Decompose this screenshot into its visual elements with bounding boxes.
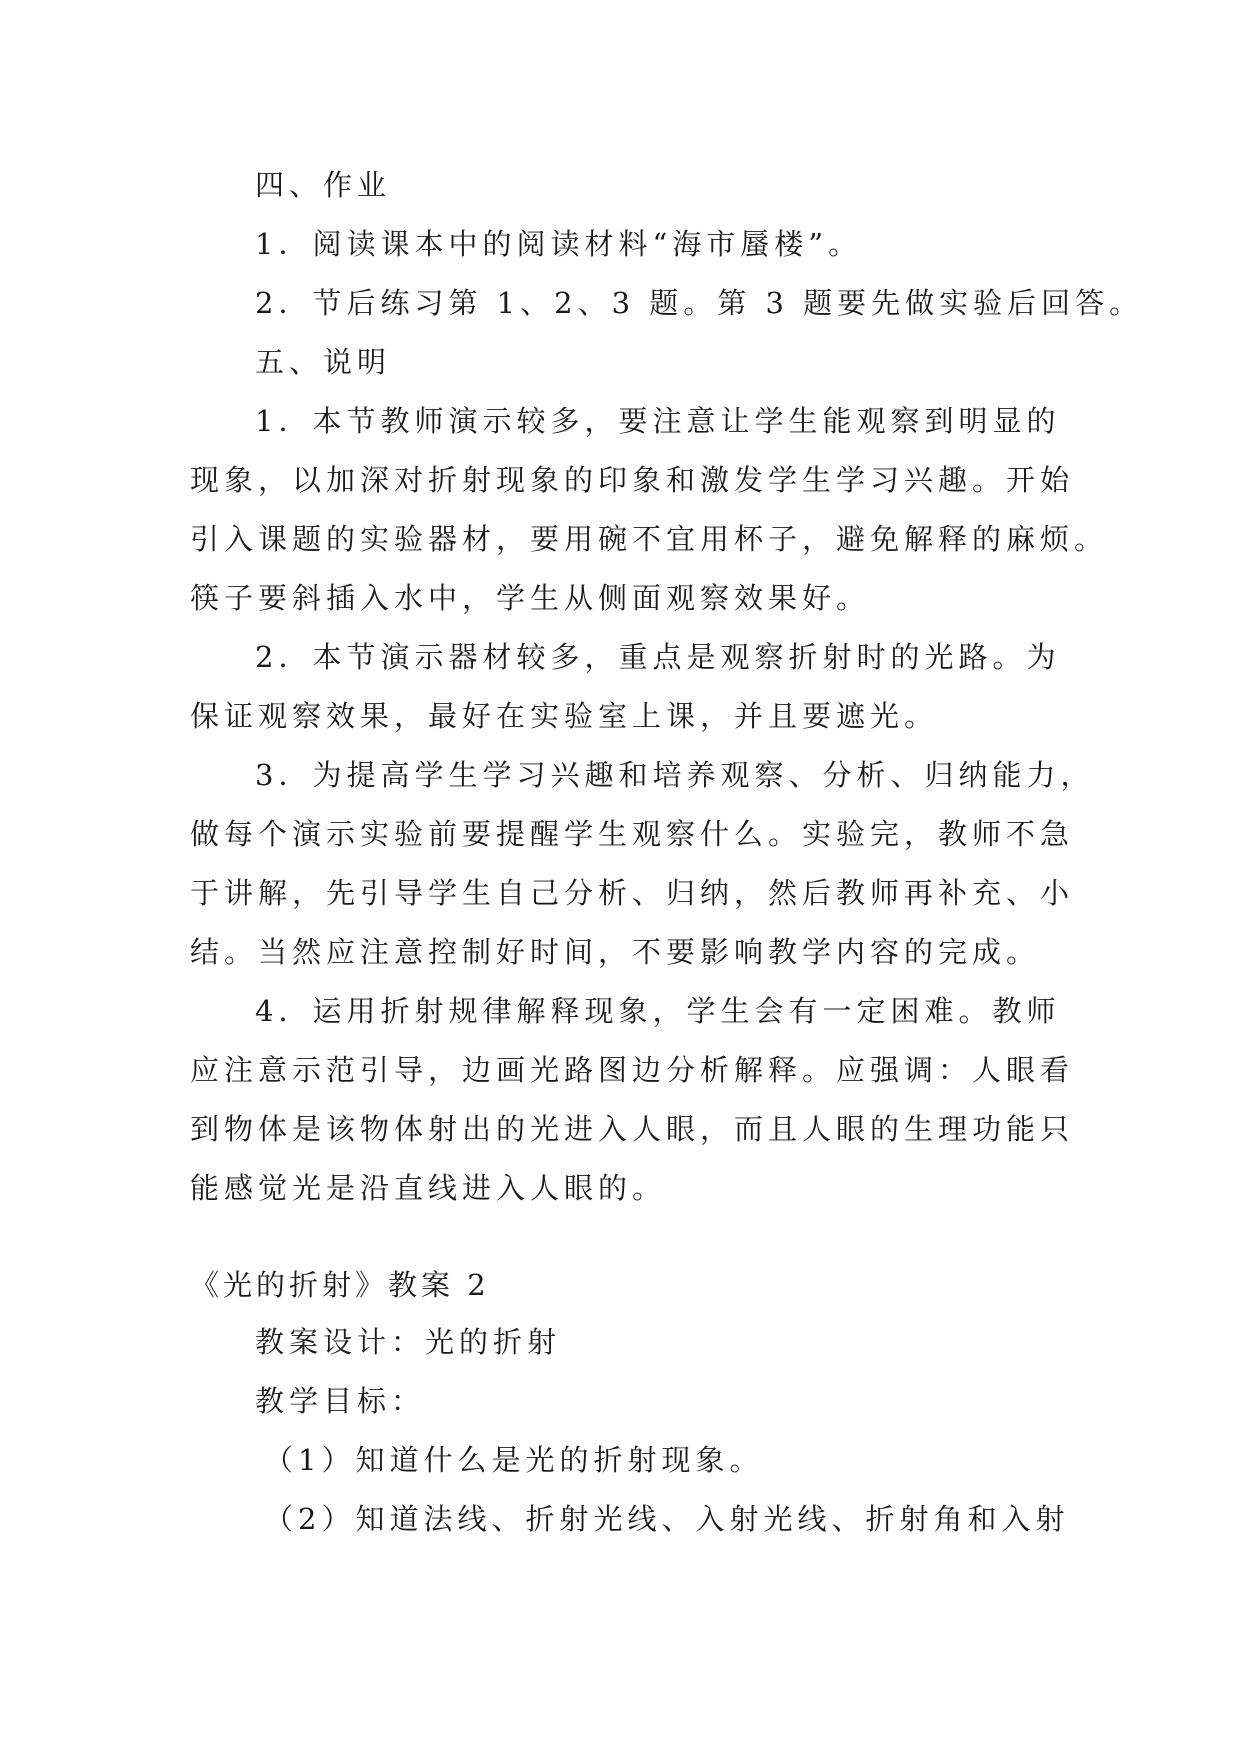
lesson-2-title: 《光的折射》教案 2	[190, 1268, 490, 1302]
note-4-line-1: 4．运用折射规律解释现象，学生会有一定困难。教师	[255, 994, 1061, 1028]
note-3-line-4: 结。当然应注意控制好时间，不要影响教学内容的完成。	[190, 935, 1041, 969]
note-1-line-2: 现象，以加深对折射现象的印象和激发学生学习兴趣。开始	[190, 463, 1075, 497]
note-1-line-3: 引入课题的实验器材，要用碗不宜用杯子，避免解释的麻烦。	[190, 522, 1109, 556]
note-2-line-2: 保证观察效果，最好在实验室上课，并且要遮光。	[190, 699, 939, 733]
note-4-line-3: 到物体是该物体射出的光进入人眼，而且人眼的生理功能只	[190, 1112, 1075, 1146]
section-heading-homework: 四、作业	[255, 168, 392, 202]
teaching-goals-heading: 教学目标：	[255, 1384, 426, 1418]
lesson-2-design: 教案设计：光的折射	[255, 1325, 562, 1359]
note-1-line-1: 1．本节教师演示较多，要注意让学生能观察到明显的	[255, 404, 1061, 438]
note-3-line-1: 3．为提高学生学习兴趣和培养观察、分析、归纳能力，	[255, 758, 1095, 792]
note-1-line-4: 筷子要斜插入水中，学生从侧面观察效果好。	[190, 581, 871, 615]
teaching-goal-2: （2）知道法线、折射光线、入射光线、折射角和入射	[264, 1502, 1070, 1536]
teaching-goal-1: （1）知道什么是光的折射现象。	[264, 1443, 764, 1477]
section-heading-notes: 五、说明	[255, 345, 392, 379]
note-4-line-2: 应注意示范引导，边画光路图边分析解释。应强调：人眼看	[190, 1053, 1075, 1087]
note-3-line-3: 于讲解，先引导学生自己分析、归纳，然后教师再补充、小	[190, 876, 1075, 910]
homework-item-1: 1．阅读课本中的阅读材料“海市蜃楼”。	[255, 227, 863, 261]
note-4-line-4: 能感觉光是沿直线进入人眼的。	[190, 1171, 667, 1205]
note-2-line-1: 2．本节演示器材较多，重点是观察折射时的光路。为	[255, 640, 1061, 674]
homework-item-2: 2．节后练习第 1、2、3 题。第 3 题要先做实验后回答。	[255, 286, 1144, 320]
note-3-line-2: 做每个演示实验前要提醒学生观察什么。实验完，教师不急	[190, 817, 1075, 851]
